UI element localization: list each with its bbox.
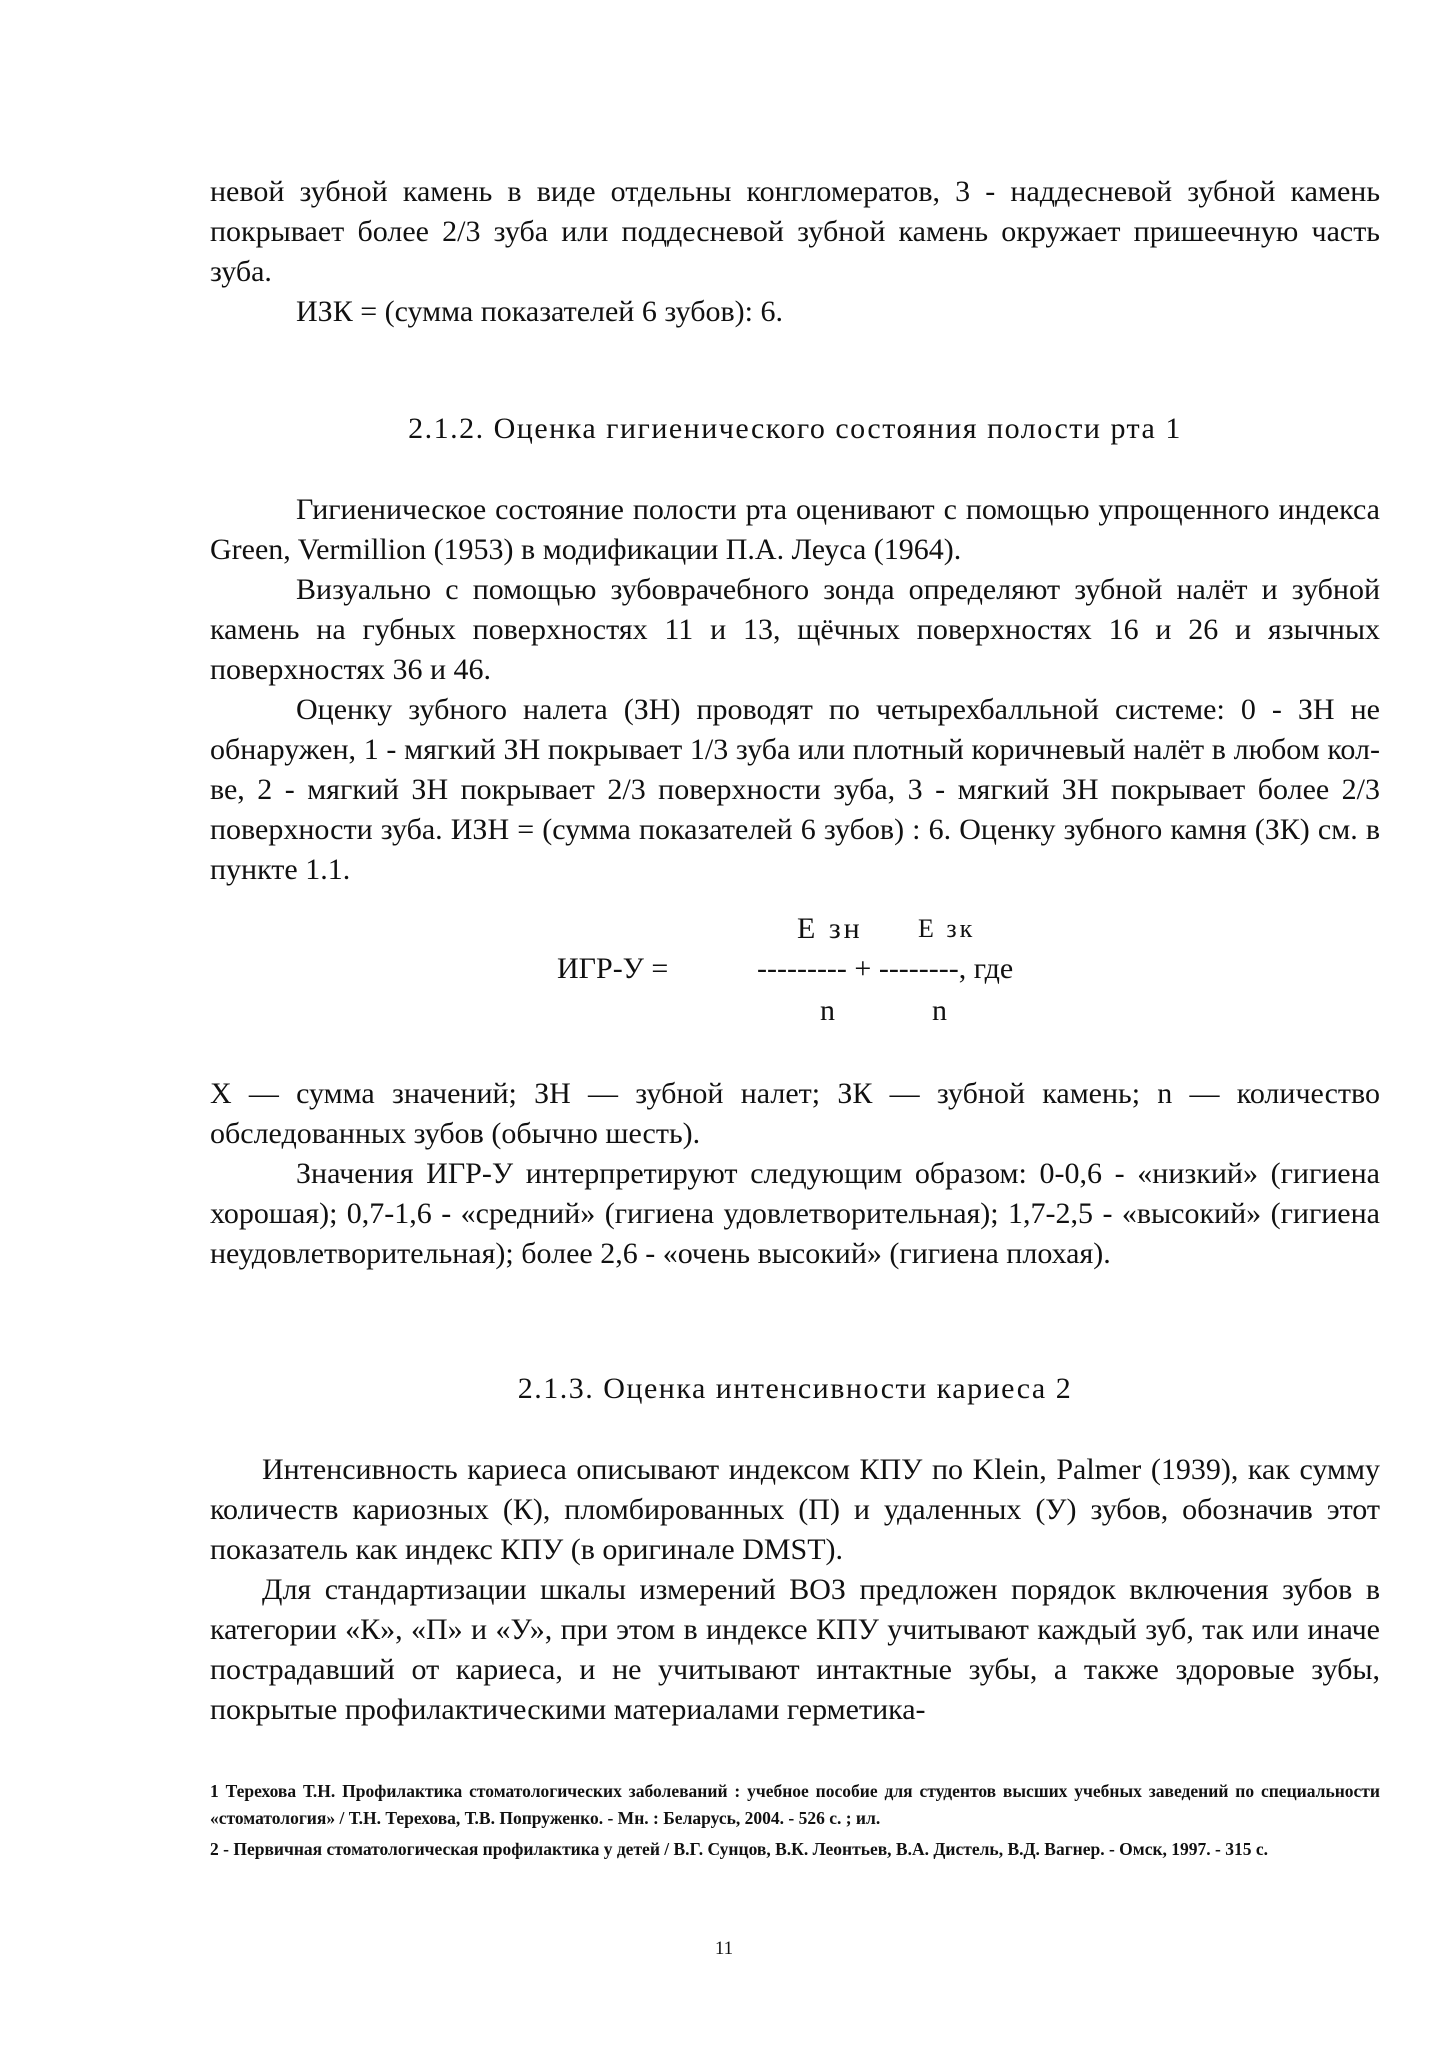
- section-2-1-2-body: [210, 490, 1380, 890]
- footnotes: [210, 1778, 1380, 1863]
- formula-denominator-1: n: [820, 994, 835, 1027]
- paragraph-legend: X — сумма значений; ЗН — зубной налет; ЗК — зубной камень; n — количество обследованных зубов (обычно шесть).: [210, 1077, 1380, 1150]
- formula-lhs: ИГР-У =: [557, 952, 669, 985]
- footnote-2: 2 - Первичная стоматологическая профилактика у детей / В.Г. Сунцов, В.К. Леонтьев, В.А. Дистель, В.Д. Вагнер. - Омск, 1997. - 315 с.: [210, 1839, 1269, 1859]
- top-paragraph-block: [210, 172, 1380, 332]
- formula-numerator-calculus: Е зк: [918, 914, 976, 943]
- section-heading-2-1-2: 2.1.2. Оценка гигиенического состояния полости рта 1: [408, 412, 1182, 445]
- paragraph-dmft-index: Интенсивность кариеса описывают индексом КПУ по Klein, Palmer (1939), как сумму количеств кариозных (К), пломбированных (П) и удаленных (У) зубов, обозначив этот показатель как индекс КПУ (в оригинале DMST).: [210, 1453, 1380, 1566]
- section-heading-2-1-3: 2.1.3. Оценка интенсивности кариеса 2: [517, 1372, 1073, 1405]
- section-2-1-3-body: [210, 1450, 1380, 1730]
- formula-denominator-2: n: [932, 994, 947, 1027]
- paragraph-hygiene-index: Гигиеническое состояние полости рта оценивают с помощью упрощенного индекса Green, Vermillion (1953) в модификации П.А. Леуса (1964).: [210, 493, 1380, 566]
- formula-numerator-plaque: Е зн: [797, 912, 863, 945]
- section-2-1-2-tail: [210, 1074, 1380, 1274]
- page-number: 11: [714, 1938, 734, 1959]
- paragraph-interpretation: Значения ИГР-У интерпретируют следующим образом: 0-0,6 - «низкий» (гигиена хорошая); 0,7-1,6 - «средний» (гигиена удовлетворительная); 1,7-2,5 - «высокий» (гигиена неудовлетворительная); более 2,6 - «очень высокий» (гигиена плохая).: [210, 1157, 1380, 1270]
- formula-fraction-lines: --------- + --------, где: [757, 952, 1014, 985]
- paragraph-plaque-scoring: Оценку зубного налета (ЗН) проводят по четырехбалльной системе: 0 - ЗН не обнаружен, 1 - мягкий ЗН покрывает 1/3 зуба или плотный коричневый налёт в любом кол-ве, 2 - мягкий ЗН покрывает 2/3 поверхности зуба, 3 - мягкий ЗН покрывает более 2/3 поверхности зуба. ИЗН = (сумма показателей 6 зубов) : 6. Оценку зубного камня (ЗК) см. в пункте 1.1.: [210, 693, 1380, 886]
- izk-formula: ИЗК = (сумма показателей 6 зубов): 6.: [296, 295, 783, 328]
- paragraph-who-standard: Для стандартизации шкалы измерений ВОЗ предложен порядок включения зубов в категории «К», «П» и «У», при этом в индексе КПУ учитывают каждый зуб, так или иначе пострадавший от кариеса, и не учитывают интактные зубы, а также здоровые зубы, покрытые профилактическими материалами герметика-: [210, 1573, 1380, 1726]
- footnote-1: 1 Терехова Т.Н. Профилактика стоматологических заболеваний : учебное пособие для студентов высших учебных заведений по специальности «стоматология» / Т.Н. Терехова, Т.В. Попруженко. - Мн. : Беларусь, 2004. - 526 с. ; ил.: [210, 1781, 1380, 1828]
- paragraph-visual-probe: Визуально с помощью зубоврачебного зонда определяют зубной налёт и зубной камень на губных поверхностях 11 и 13, щёчных поверхностях 16 и 26 и язычных поверхностях 36 и 46.: [210, 573, 1380, 686]
- continued-paragraph: невой зубной камень в виде отдельны конгломератов, 3 - наддесневой зубной камень покрывает более 2/3 зуба или поддесневой зубной камень окружает пришеечную часть зуба.: [210, 175, 1380, 288]
- igr-u-formula: [210, 912, 1380, 1052]
